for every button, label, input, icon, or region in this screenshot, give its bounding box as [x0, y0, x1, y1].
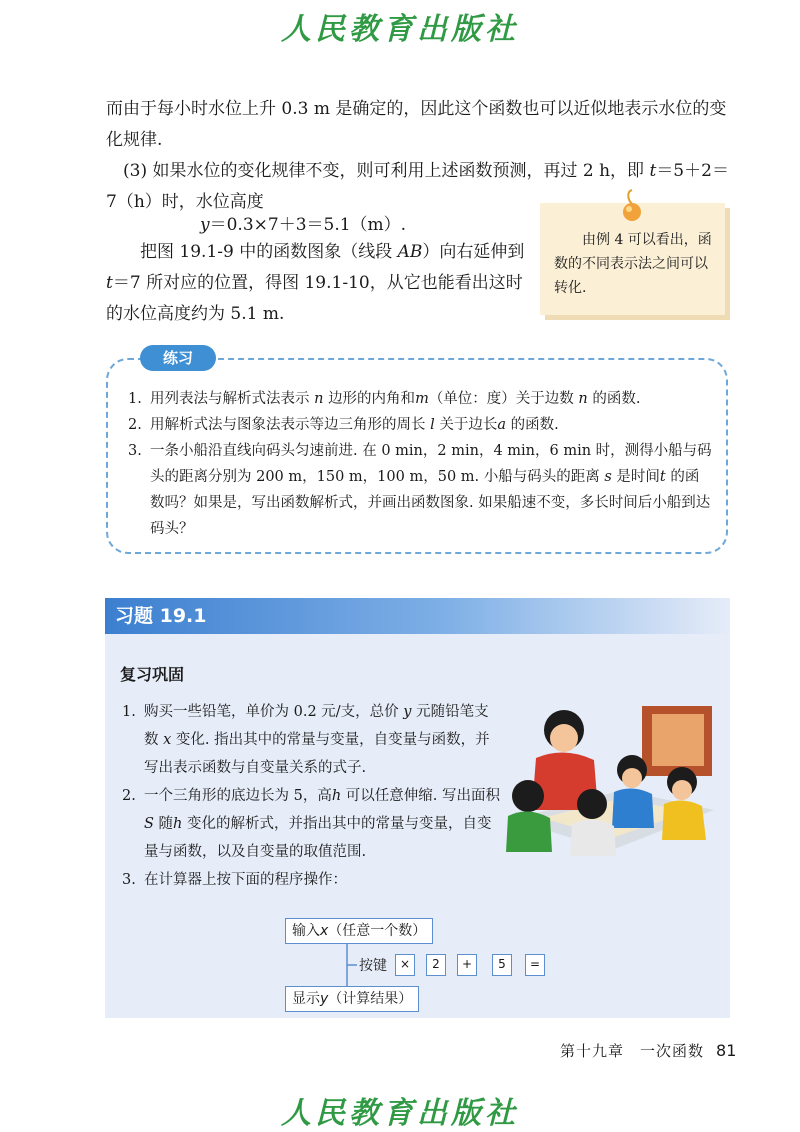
key-2: 2: [426, 954, 446, 976]
text: 用解析式法与图象法表示等边三角形的周长: [150, 417, 426, 433]
item-number: 2.: [122, 788, 136, 804]
exercise-item-3: [122, 866, 502, 894]
practice-title: 练习: [140, 345, 216, 371]
equation-rest: ＝0.3×7＋3＝5.1（m）.: [209, 215, 407, 235]
text: ＝5＋2＝7（h）时，水位高度: [106, 161, 729, 212]
publisher-logo-bottom: 人民教育出版社: [281, 1096, 519, 1131]
text: 变化的解析式，并指出其中的常量与变量，自变量与函数，以及自变量的取值范围.: [144, 816, 492, 860]
text: 边形的内角和: [328, 391, 416, 407]
text: 在计算器上按下面的程序操作：: [144, 872, 347, 888]
margin-note-text: 由例 4 可以看出，函数的不同表示法之间可以转化.: [554, 232, 712, 296]
variable: n: [314, 391, 324, 407]
flowchart-output-box: [285, 986, 419, 1012]
item-number: 1.: [128, 391, 142, 407]
variable: a: [497, 417, 507, 433]
text: 一条小船沿直线向码头匀速前进. 在 0 min，2 min，4 min，6 min 时，测得小船与码头的距离分别为 200 m，150 m，100 m，50 m. 小船与码头的距离: [150, 443, 712, 485]
variable: n: [578, 391, 588, 407]
text: 关于边长: [439, 417, 498, 433]
text: 购买一些铅笔，单价为 0.2 元/支，总价: [144, 704, 399, 720]
flowchart-press-label: 按键: [359, 958, 387, 974]
text: （单位：度）关于边数: [428, 391, 574, 407]
practice-item-2: [128, 412, 713, 438]
publisher-logo-top: 人民教育出版社: [281, 12, 519, 47]
variable: S: [144, 816, 154, 832]
variable-t: t: [106, 273, 113, 293]
text: （计算结果）: [328, 991, 413, 1007]
variable: t: [659, 469, 666, 485]
text: 一个三角形的底边长为 5，高: [144, 788, 332, 804]
review-list: [122, 698, 502, 894]
key-multiply: ×: [395, 954, 415, 976]
key-plus: +: [457, 954, 477, 976]
exercise-item-2: [122, 782, 502, 866]
segment-ab: AB: [397, 242, 423, 262]
variable: h: [173, 816, 183, 832]
paragraph-water-level: 而由于每小时水位上升 0.3 m 是确定的，因此这个函数也可以近似地表示水位的变化规律.: [106, 99, 727, 150]
variable: x: [163, 732, 172, 748]
review-title: 复习巩固: [120, 665, 185, 684]
item-number: 3.: [128, 443, 142, 459]
calculator-flowchart: [285, 916, 565, 1012]
exercise-header: 习题 19.1: [105, 598, 730, 634]
page-footer: [560, 1040, 736, 1061]
practice-list: [128, 386, 713, 542]
item-number: 2.: [128, 417, 142, 433]
pushpin-icon: [620, 188, 644, 224]
text: 用列表法与解析式法表示: [150, 391, 310, 407]
text: 的函数吗？如果是，写出函数解析式，并画出函数图象. 如果船速不变，多长时间后小船到达码头？: [150, 469, 711, 537]
text: 可以任意伸缩. 写出面积: [345, 788, 501, 804]
key-5: 5: [492, 954, 512, 976]
text: 是时间: [616, 469, 660, 485]
text: 把图 19.1-9 中的函数图象（线段: [140, 242, 398, 262]
paragraph-extend-graph: [106, 237, 526, 330]
page-number: 81: [716, 1041, 737, 1060]
exercise-item-1: [122, 698, 502, 782]
text: 的函数.: [592, 391, 641, 407]
flowchart-input-box: [285, 918, 433, 944]
chapter-title: 第十九章 一次函数: [560, 1042, 705, 1060]
item-number: 1.: [122, 704, 136, 720]
text: ＝7 所对应的位置，得图 19.1-10，从它也能看出这时的水位高度约为 5.1 m.: [106, 273, 523, 324]
item-number: 3.: [122, 872, 136, 888]
variable: y: [403, 704, 412, 720]
variable-y: y: [320, 991, 329, 1007]
text: 输入: [292, 923, 320, 939]
variable-x: x: [320, 923, 329, 939]
practice-item-1: [128, 386, 713, 412]
text: 随: [158, 816, 174, 832]
text: 元随铅笔支数: [144, 704, 489, 748]
text: 的函数.: [510, 417, 559, 433]
variable: s: [604, 469, 612, 485]
text: ）向右延伸到: [422, 242, 525, 262]
practice-item-3: [128, 438, 713, 542]
children-illustration: [502, 700, 720, 858]
variable: h: [331, 788, 342, 804]
key-equals: =: [525, 954, 545, 976]
variable: m: [415, 391, 429, 407]
text: 变化. 指出其中的常量与变量，自变量与函数，并写出表示函数与自变量关系的式子.: [144, 732, 490, 776]
variable-t: t: [649, 161, 657, 181]
variable-y: y: [200, 215, 210, 235]
variable: l: [430, 417, 435, 433]
text: 显示: [292, 991, 320, 1007]
text: (3) 如果水位的变化规律不变，则可利用上述函数预测，再过 2 h，即: [123, 161, 650, 181]
text: （任意一个数）: [328, 923, 427, 939]
